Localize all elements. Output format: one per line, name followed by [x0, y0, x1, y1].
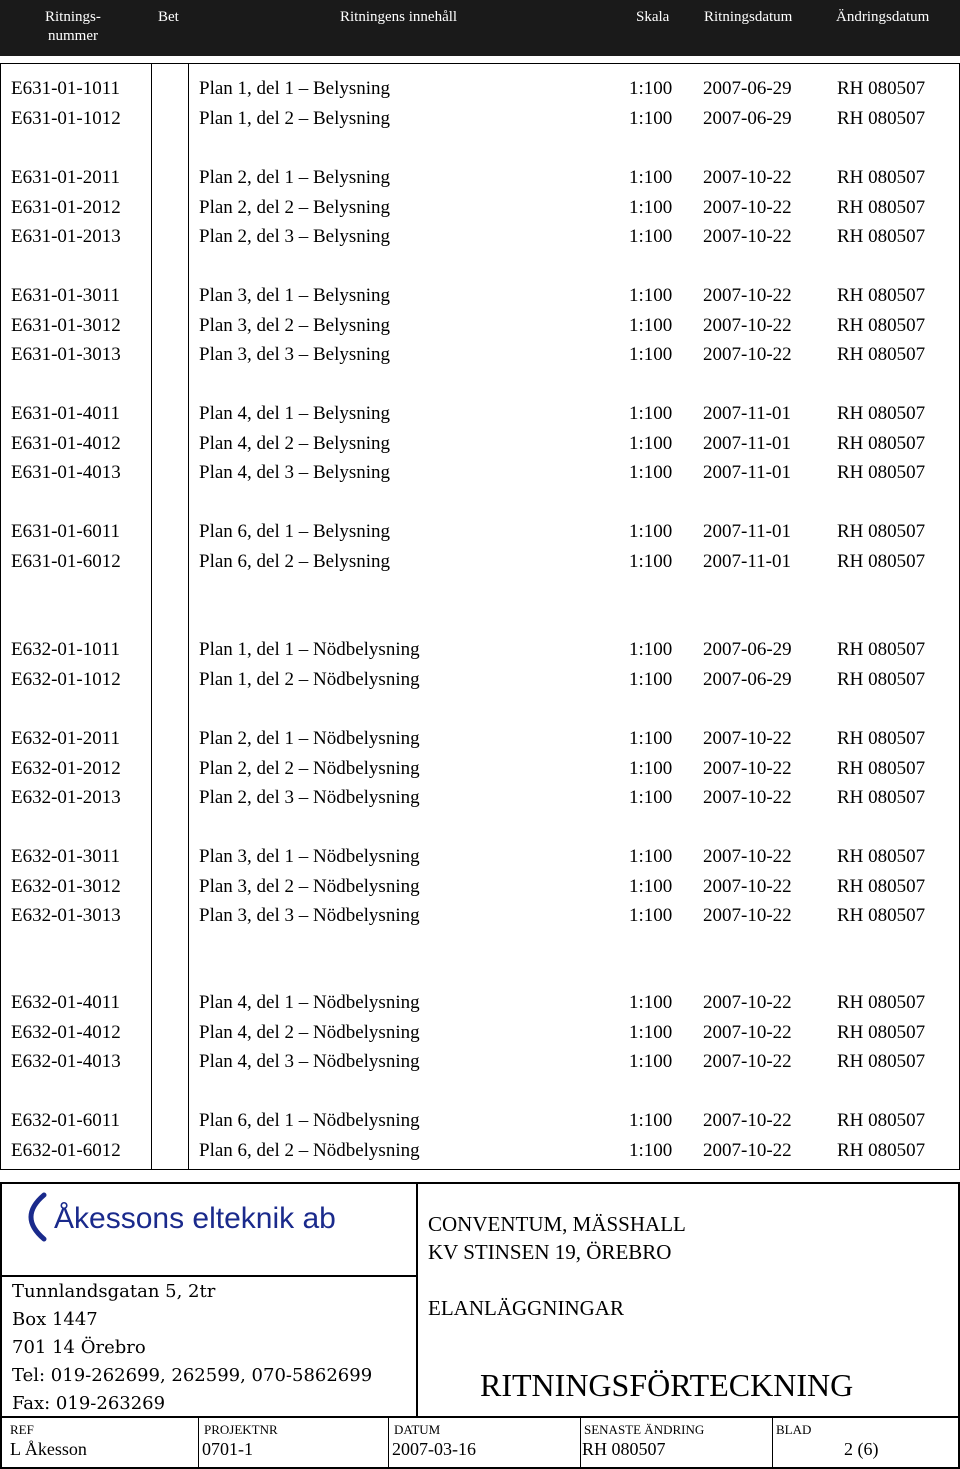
drawing-scale: 1:100 [629, 196, 673, 218]
table-row [1, 222, 959, 252]
column-header-bar [0, 0, 960, 56]
drawing-scale: 1:100 [629, 285, 673, 306]
drawing-content: Plan 2, del 2 – Nödbelysning [199, 757, 420, 779]
drawing-group [1, 842, 959, 931]
drawing-date: 2007-10-22 [703, 992, 792, 1013]
drawing-scale: 1:100 [629, 787, 673, 808]
drawing-content: Plan 1, del 1 – Belysning [199, 78, 391, 99]
table-row [1, 281, 959, 311]
drawing-number: E631-01-6012 [11, 550, 121, 572]
table-row [1, 311, 959, 341]
drawing-change: RH 080507 [837, 314, 926, 336]
drawing-content: Plan 3, del 2 – Belysning [199, 314, 391, 336]
drawing-content: Plan 4, del 3 – Belysning [199, 462, 391, 483]
drawing-content: Plan 4, del 3 – Nödbelysning [199, 1051, 420, 1072]
drawing-date: 2007-06-29 [703, 639, 792, 660]
drawing-number: E631-01-4012 [11, 432, 121, 454]
drawing-date: 2007-10-22 [703, 905, 792, 926]
drawing-change: RH 080507 [837, 344, 926, 365]
projnr-value: 0701-1 [202, 1439, 253, 1459]
table-row [1, 724, 959, 754]
drawing-scale: 1:100 [629, 1110, 673, 1131]
drawing-scale: 1:100 [629, 757, 673, 779]
drawing-content: Plan 6, del 2 – Belysning [199, 550, 391, 572]
drawing-scale: 1:100 [629, 107, 673, 129]
drawing-date: 2007-11-01 [703, 550, 791, 572]
drawing-scale: 1:100 [629, 846, 673, 867]
date-value: 2007-03-16 [392, 1439, 476, 1459]
drawing-group [1, 724, 959, 813]
table-row [1, 163, 959, 193]
table-row [1, 1018, 959, 1048]
drawing-scale: 1:100 [629, 639, 673, 660]
drawing-scale: 1:100 [629, 1021, 673, 1043]
drawing-scale: 1:100 [629, 462, 673, 483]
drawing-date: 2007-10-22 [703, 846, 792, 867]
table-row [1, 872, 959, 902]
drawing-group [1, 1106, 959, 1165]
drawing-number: E631-01-3012 [11, 314, 121, 336]
drawing-scale: 1:100 [629, 403, 673, 424]
table-row [1, 547, 959, 577]
address-line: Tunnlandsgatan 5, 2tr [12, 1281, 216, 1302]
drawing-date: 2007-10-22 [703, 1021, 792, 1043]
drawing-scale: 1:100 [629, 668, 673, 690]
drawing-content: Plan 3, del 1 – Belysning [199, 285, 391, 306]
drawing-change: RH 080507 [837, 1051, 926, 1072]
drawing-date: 2007-10-22 [703, 344, 792, 365]
drawing-number: E632-01-3012 [11, 875, 121, 897]
drawing-number: E631-01-3011 [11, 285, 121, 306]
drawing-number: E632-01-4012 [11, 1021, 121, 1043]
drawing-content: Plan 2, del 2 – Belysning [199, 196, 391, 218]
drawing-content: Plan 3, del 2 – Nödbelysning [199, 875, 420, 897]
drawing-content: Plan 6, del 1 – Belysning [199, 521, 391, 542]
company-name: Åkessons elteknik ab [54, 1202, 336, 1235]
drawing-scale: 1:100 [629, 167, 673, 188]
drawing-scale: 1:100 [629, 78, 673, 99]
drawing-scale: 1:100 [629, 550, 673, 572]
drawing-scale: 1:100 [629, 432, 673, 454]
drawing-number: E631-01-2011 [11, 167, 121, 188]
table-row [1, 1047, 959, 1077]
drawing-scale: 1:100 [629, 905, 673, 926]
drawing-change: RH 080507 [837, 550, 926, 572]
drawing-date: 2007-06-29 [703, 78, 792, 99]
drawing-list-table [0, 63, 960, 1170]
drawing-number: E632-01-1011 [11, 639, 121, 660]
drawing-content: Plan 2, del 3 – Belysning [199, 226, 391, 247]
table-row [1, 1106, 959, 1136]
drawing-date: 2007-10-22 [703, 196, 792, 218]
drawing-group [1, 163, 959, 252]
drawing-group [1, 281, 959, 370]
drawing-date: 2007-10-22 [703, 875, 792, 897]
drawing-date: 2007-11-01 [703, 521, 791, 542]
drawing-change: RH 080507 [837, 992, 926, 1013]
drawing-content: Plan 6, del 1 – Nödbelysning [199, 1110, 420, 1131]
drawing-number: E632-01-3013 [11, 905, 121, 926]
drawing-group [1, 399, 959, 488]
drawing-scale: 1:100 [629, 344, 673, 365]
drawing-date: 2007-11-01 [703, 432, 791, 454]
drawing-change: RH 080507 [837, 462, 926, 483]
drawing-change: RH 080507 [837, 432, 926, 454]
header-date: Ritningsdatum [704, 9, 793, 25]
table-row [1, 193, 959, 223]
drawing-group [1, 988, 959, 1077]
drawing-change: RH 080507 [837, 905, 926, 926]
title-block [0, 1182, 960, 1469]
table-row [1, 665, 959, 695]
change-value: RH 080507 [582, 1439, 666, 1459]
drawing-date: 2007-10-22 [703, 167, 792, 188]
drawing-change: RH 080507 [837, 639, 926, 660]
drawing-content: Plan 3, del 3 – Nödbelysning [199, 905, 420, 926]
drawing-date: 2007-06-29 [703, 668, 792, 690]
table-row [1, 340, 959, 370]
table-row [1, 635, 959, 665]
drawing-change: RH 080507 [837, 875, 926, 897]
table-row [1, 1136, 959, 1166]
drawing-group [1, 635, 959, 694]
drawing-number: E632-01-4011 [11, 992, 121, 1013]
table-row [1, 104, 959, 134]
drawing-content: Plan 1, del 1 – Nödbelysning [199, 639, 420, 660]
drawing-number: E631-01-2013 [11, 226, 121, 247]
table-row [1, 74, 959, 104]
drawing-number: E632-01-6012 [11, 1139, 121, 1161]
drawing-scale: 1:100 [629, 992, 673, 1013]
drawing-number: E632-01-1012 [11, 668, 121, 690]
project-location: KV STINSEN 19, ÖREBRO [428, 1240, 672, 1264]
drawing-content: Plan 3, del 1 – Nödbelysning [199, 846, 420, 867]
drawing-number: E631-01-4011 [11, 403, 121, 424]
drawing-change: RH 080507 [837, 167, 926, 188]
header-content: Ritningens innehåll [340, 9, 458, 25]
date-label: DATUM [394, 1422, 441, 1437]
drawing-date: 2007-10-22 [703, 314, 792, 336]
drawing-change: RH 080507 [837, 403, 926, 424]
drawing-number: E632-01-2012 [11, 757, 121, 779]
table-row [1, 901, 959, 931]
drawing-scale: 1:100 [629, 875, 673, 897]
drawing-number: E632-01-2013 [11, 787, 121, 808]
drawing-change: RH 080507 [837, 285, 926, 306]
drawing-number: E631-01-2012 [11, 196, 121, 218]
drawing-number: E632-01-4013 [11, 1051, 121, 1072]
document-title: RITNINGSFÖRTECKNING [480, 1367, 854, 1403]
header-number-line2: nummer [48, 28, 98, 44]
drawing-scale: 1:100 [629, 728, 673, 749]
drawing-scale: 1:100 [629, 1051, 673, 1072]
header-change: Ändringsdatum [836, 9, 930, 25]
drawing-content: Plan 1, del 2 – Belysning [199, 107, 391, 129]
table-row [1, 842, 959, 872]
drawing-scale: 1:100 [629, 1139, 673, 1161]
drawing-date: 2007-10-22 [703, 787, 792, 808]
drawing-change: RH 080507 [837, 846, 926, 867]
drawing-change: RH 080507 [837, 78, 926, 99]
table-row [1, 429, 959, 459]
drawing-date: 2007-06-29 [703, 107, 792, 129]
change-label: SENASTE ÄNDRING [584, 1422, 705, 1437]
drawing-date: 2007-10-22 [703, 226, 792, 247]
drawing-number: E631-01-4013 [11, 462, 121, 483]
ref-label: REF [10, 1422, 34, 1437]
drawing-date: 2007-10-22 [703, 728, 792, 749]
drawing-change: RH 080507 [837, 787, 926, 808]
drawing-date: 2007-10-22 [703, 1110, 792, 1131]
address-line: 701 14 Örebro [12, 1337, 146, 1358]
drawing-number: E631-01-1012 [11, 107, 121, 129]
drawing-change: RH 080507 [837, 1110, 926, 1131]
drawing-date: 2007-10-22 [703, 1051, 792, 1072]
drawing-group [1, 74, 959, 133]
drawing-content: Plan 3, del 3 – Belysning [199, 344, 391, 365]
drawing-number: E632-01-2011 [11, 728, 121, 749]
header-bet: Bet [158, 9, 179, 25]
drawing-content: Plan 4, del 2 – Nödbelysning [199, 1021, 420, 1043]
ref-value: L Åkesson [10, 1439, 87, 1459]
sheet-label: BLAD [776, 1422, 812, 1437]
discipline: ELANLÄGGNINGAR [428, 1296, 624, 1320]
fax-line: Fax: 019-263269 [12, 1393, 166, 1414]
drawing-number: E632-01-3011 [11, 846, 121, 867]
drawing-change: RH 080507 [837, 728, 926, 749]
table-row [1, 517, 959, 547]
drawing-scale: 1:100 [629, 226, 673, 247]
drawing-change: RH 080507 [837, 1139, 926, 1161]
drawing-change: RH 080507 [837, 521, 926, 542]
table-row [1, 458, 959, 488]
project-name: CONVENTUM, MÄSSHALL [428, 1212, 686, 1236]
drawing-content: Plan 6, del 2 – Nödbelysning [199, 1139, 420, 1161]
drawing-scale: 1:100 [629, 521, 673, 542]
drawing-content: Plan 4, del 1 – Nödbelysning [199, 992, 420, 1013]
drawing-number: E631-01-6011 [11, 521, 121, 542]
drawing-date: 2007-10-22 [703, 1139, 792, 1161]
phone-line: Tel: 019-262699, 262599, 070-5862699 [12, 1365, 373, 1386]
drawing-content: Plan 1, del 2 – Nödbelysning [199, 668, 420, 690]
drawing-group [1, 517, 959, 576]
table-row [1, 399, 959, 429]
drawing-date: 2007-11-01 [703, 462, 791, 483]
drawing-change: RH 080507 [837, 668, 926, 690]
drawing-change: RH 080507 [837, 226, 926, 247]
drawing-number: E631-01-1011 [11, 78, 121, 99]
drawing-change: RH 080507 [837, 757, 926, 779]
drawing-number: E631-01-3013 [11, 344, 121, 365]
drawing-content: Plan 2, del 1 – Belysning [199, 167, 391, 188]
drawing-number: E632-01-6011 [11, 1110, 121, 1131]
header-scale: Skala [636, 9, 670, 25]
drawing-date: 2007-10-22 [703, 757, 792, 779]
company-logo-icon [14, 1192, 48, 1242]
drawing-change: RH 080507 [837, 107, 926, 129]
address-line: Box 1447 [12, 1309, 98, 1330]
drawing-change: RH 080507 [837, 196, 926, 218]
drawing-content: Plan 2, del 3 – Nödbelysning [199, 787, 420, 808]
drawing-content: Plan 4, del 2 – Belysning [199, 432, 391, 454]
drawing-content: Plan 2, del 1 – Nödbelysning [199, 728, 420, 749]
drawing-scale: 1:100 [629, 314, 673, 336]
header-number-line1: Ritnings- [45, 9, 101, 25]
drawing-content: Plan 4, del 1 – Belysning [199, 403, 391, 424]
sheet-value: 2 (6) [844, 1439, 879, 1459]
drawing-date: 2007-10-22 [703, 285, 792, 306]
drawing-date: 2007-11-01 [703, 403, 791, 424]
table-row [1, 783, 959, 813]
table-row [1, 988, 959, 1018]
table-row [1, 754, 959, 784]
drawing-change: RH 080507 [837, 1021, 926, 1043]
projnr-label: PROJEKTNR [204, 1422, 278, 1437]
